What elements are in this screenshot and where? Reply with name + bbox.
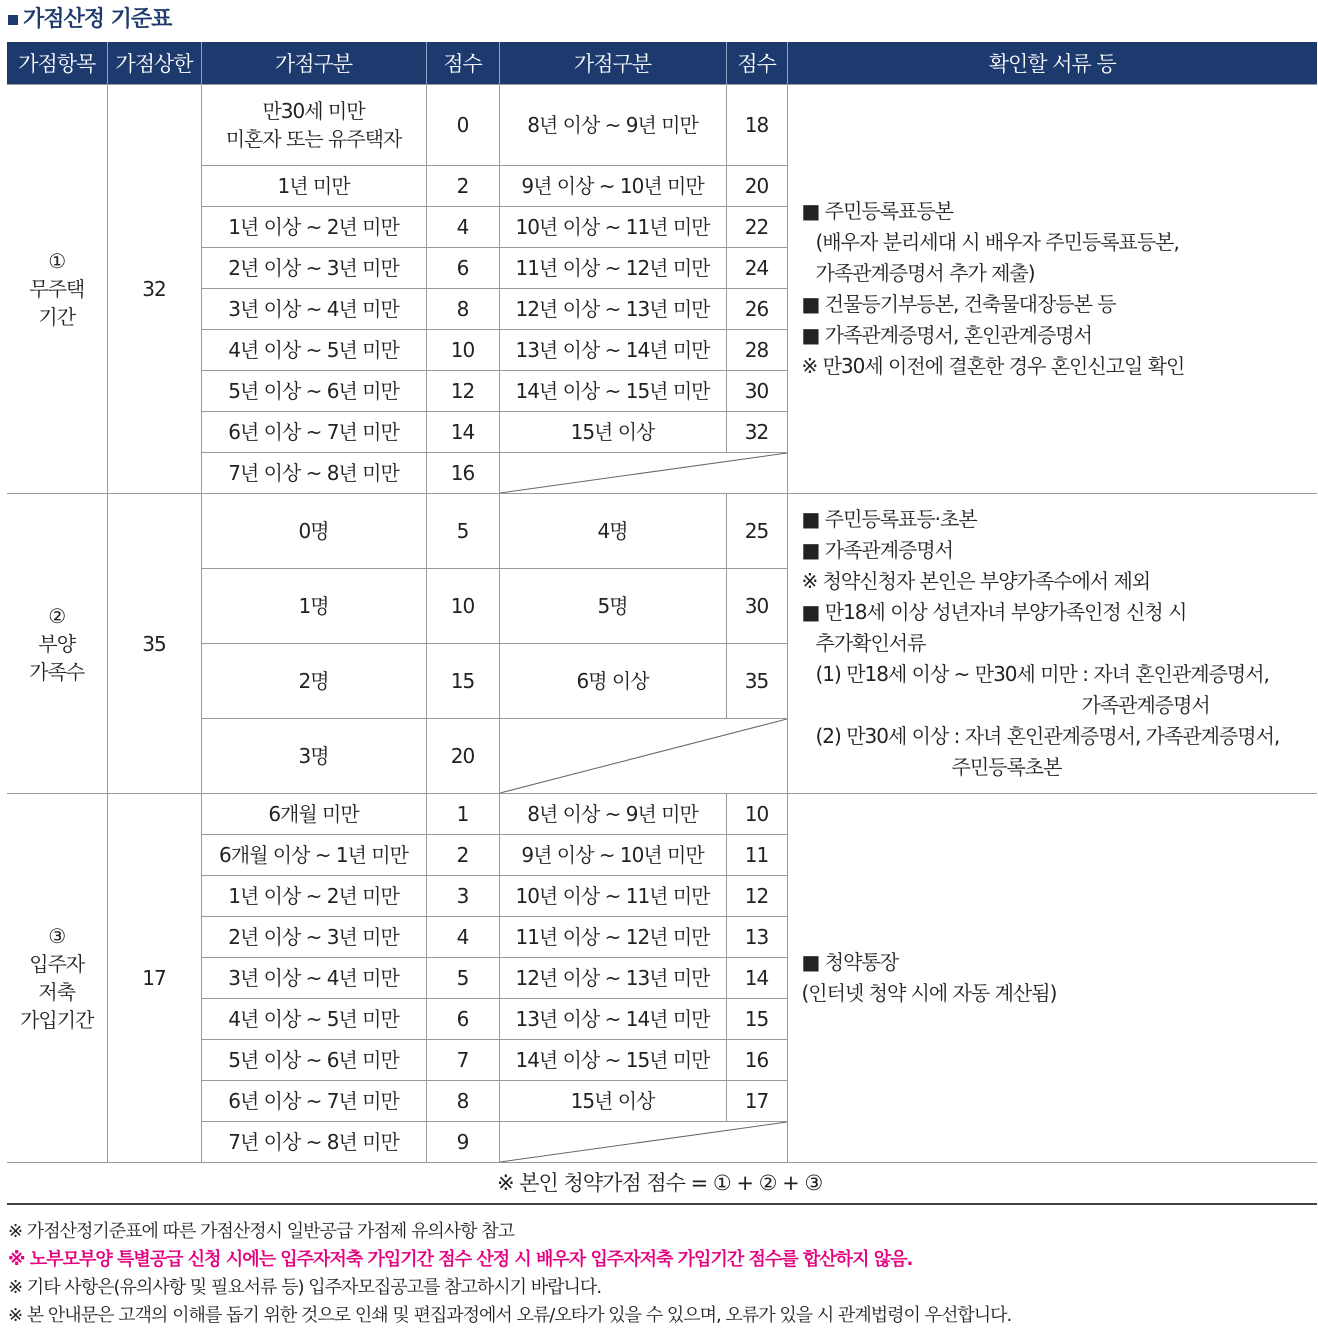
title-text: 가점산정 기준표 (23, 7, 172, 32)
page-title (8, 2, 171, 33)
category-cell: 1명 (201, 569, 426, 644)
documents-cell (787, 494, 1317, 794)
category-cell: 6개월 미만 (201, 794, 426, 835)
item-label: ② (48, 603, 66, 628)
document-line: ■ 건물등기부등본, 건축물대장등본 등 (801, 292, 1116, 316)
item-cell (7, 494, 107, 794)
category-cell: 11년 이상 ~ 12년 미만 (499, 248, 726, 289)
score-cell: 16 (426, 453, 499, 494)
score-cell: 2 (426, 835, 499, 876)
item-label: 저축 (38, 980, 76, 1004)
category-cell: 12년 이상 ~ 13년 미만 (499, 958, 726, 999)
header-documents: 확인할 서류 등 (787, 42, 1317, 85)
item-label: 부양 (38, 631, 76, 656)
category-cell: 4명 (499, 494, 726, 569)
header-category: 가점구분 (201, 42, 426, 85)
document-line: ■ 가족관계증명서, 혼인관계증명서 (801, 323, 1092, 347)
document-line: 가족관계증명서 (1081, 693, 1210, 717)
score-cell: 6 (426, 999, 499, 1040)
score-cell: 5 (426, 494, 499, 569)
note: ※ 가점산정기준표에 따른 가점산정시 일반공급 가점제 유의사항 참고 (8, 1221, 514, 1242)
item-label: ③ (48, 924, 66, 948)
category-cell: 14년 이상 ~ 15년 미만 (499, 1040, 726, 1081)
score-cell: 11 (726, 835, 787, 876)
table-header (7, 42, 1317, 85)
category-cell: 4년 이상 ~ 5년 미만 (201, 999, 426, 1040)
category-cell: 3년 이상 ~ 4년 미만 (201, 289, 426, 330)
category-cell: 10년 이상 ~ 11년 미만 (499, 207, 726, 248)
table-row (7, 794, 1317, 835)
note-highlight: ※ 노부모부양 특별공급 신청 시에는 입주자저축 가입기간 점수 산정 시 배우자 입주자저축 가입기간 점수를 합산하지 않음. (8, 1249, 913, 1270)
total-formula: ※ 본인 청약가점 점수 = ① + ② + ③ (7, 1163, 1317, 1205)
category-cell: 6개월 이상 ~ 1년 미만 (201, 835, 426, 876)
item-cell (7, 794, 107, 1163)
score-cell: 8 (426, 289, 499, 330)
empty-slash-cell (499, 1122, 787, 1163)
item-label: 무주택 (29, 277, 85, 301)
score-cell: 10 (426, 330, 499, 371)
max-score-cell: 35 (107, 494, 201, 794)
item-cell (7, 85, 107, 494)
score-cell: 12 (426, 371, 499, 412)
score-cell: 3 (426, 876, 499, 917)
category-cell: 13년 이상 ~ 14년 미만 (499, 999, 726, 1040)
header-item: 가점항목 (7, 42, 107, 85)
score-cell: 2 (426, 166, 499, 207)
score-cell: 1 (426, 794, 499, 835)
score-criteria-table (7, 42, 1317, 1205)
note: ※ 본 안내문은 고객의 이해를 돕기 위한 것으로 인쇄 및 편집과정에서 오류/오타가 있을 수 있으며, 오류가 있을 시 관계법령이 우선합니다. (8, 1305, 1012, 1326)
header-score-2: 점수 (726, 42, 787, 85)
score-cell: 9 (426, 1122, 499, 1163)
notes (8, 1218, 1011, 1330)
document-line: ■ 주민등록표등·초본 (801, 507, 977, 531)
item-label: ① (48, 249, 66, 273)
bullet-square-icon (8, 15, 18, 25)
category-cell: 13년 이상 ~ 14년 미만 (499, 330, 726, 371)
score-cell: 20 (726, 166, 787, 207)
category-cell: 8년 이상 ~ 9년 미만 (499, 794, 726, 835)
document-line: (1) 만18세 이상 ~ 만30세 미만 : 자녀 혼인관계증명서, (815, 662, 1269, 686)
item-label: 기간 (38, 305, 76, 329)
score-cell: 32 (726, 412, 787, 453)
score-cell: 7 (426, 1040, 499, 1081)
category-cell: 8년 이상 ~ 9년 미만 (499, 85, 726, 166)
score-cell: 30 (726, 371, 787, 412)
empty-slash-cell (499, 453, 787, 494)
score-cell: 18 (726, 85, 787, 166)
document-line: (인터넷 청약 시에 자동 계산됨) (801, 981, 1057, 1005)
score-cell: 26 (726, 289, 787, 330)
score-cell: 0 (426, 85, 499, 166)
score-cell: 5 (426, 958, 499, 999)
document-line: ※ 청약신청자 본인은 부양가족수에서 제외 (801, 569, 1151, 593)
category-cell: 3년 이상 ~ 4년 미만 (201, 958, 426, 999)
category-cell: 5명 (499, 569, 726, 644)
empty-slash-cell (499, 719, 787, 794)
header-category-2: 가점구분 (499, 42, 726, 85)
max-score-cell: 17 (107, 794, 201, 1163)
document-line: 추가확인서류 (815, 631, 926, 655)
document-line: 가족관계증명서 추가 제출) (815, 261, 1035, 285)
category-cell: 5년 이상 ~ 6년 미만 (201, 371, 426, 412)
score-cell: 10 (726, 794, 787, 835)
score-cell: 24 (726, 248, 787, 289)
score-cell: 14 (726, 958, 787, 999)
item-label: 가족수 (29, 659, 85, 684)
score-cell: 4 (426, 917, 499, 958)
table-row (7, 85, 1317, 166)
category-cell: 15년 이상 (499, 412, 726, 453)
category-cell: 1년 이상 ~ 2년 미만 (201, 207, 426, 248)
document-line: (배우자 분리세대 시 배우자 주민등록표등본, (815, 230, 1179, 254)
category-cell: 2년 이상 ~ 3년 미만 (201, 917, 426, 958)
category-cell: 4년 이상 ~ 5년 미만 (201, 330, 426, 371)
category-cell: 2명 (201, 644, 426, 719)
category-cell: 10년 이상 ~ 11년 미만 (499, 876, 726, 917)
score-cell: 17 (726, 1081, 787, 1122)
max-score-cell: 32 (107, 85, 201, 494)
header-score: 점수 (426, 42, 499, 85)
category-cell: 만30세 미만 미혼자 또는 유주택자 (201, 85, 426, 166)
score-cell: 22 (726, 207, 787, 248)
category-cell: 1년 이상 ~ 2년 미만 (201, 876, 426, 917)
score-cell: 16 (726, 1040, 787, 1081)
category-cell: 6명 이상 (499, 644, 726, 719)
score-cell: 28 (726, 330, 787, 371)
category-cell: 7년 이상 ~ 8년 미만 (201, 453, 426, 494)
document-line: ■ 주민등록표등본 (801, 199, 953, 223)
document-line: ※ 만30세 이전에 결혼한 경우 혼인신고일 확인 (801, 354, 1185, 378)
header-max: 가점상한 (107, 42, 201, 85)
score-cell: 12 (726, 876, 787, 917)
category-cell: 3명 (201, 719, 426, 794)
category-cell: 9년 이상 ~ 10년 미만 (499, 835, 726, 876)
document-line: (2) 만30세 이상 : 자녀 혼인관계증명서, 가족관계증명서, (815, 724, 1280, 748)
category-cell: 6년 이상 ~ 7년 미만 (201, 1081, 426, 1122)
note: ※ 기타 사항은(유의사항 및 필요서류 등) 입주자모집공고를 참고하시기 바랍니다. (8, 1277, 602, 1298)
item-label: 입주자 (29, 952, 85, 976)
diagonal-line (500, 1122, 787, 1162)
document-line: ■ 청약통장 (801, 950, 899, 974)
document-line: ■ 만18세 이상 성년자녀 부양가족인정 신청 시 (801, 600, 1187, 624)
category-cell: 11년 이상 ~ 12년 미만 (499, 917, 726, 958)
category-cell: 0명 (201, 494, 426, 569)
score-cell: 20 (426, 719, 499, 794)
score-cell: 6 (426, 248, 499, 289)
score-cell: 25 (726, 494, 787, 569)
documents-cell (787, 85, 1317, 494)
document-line: 주민등록초본 (951, 755, 1062, 779)
category-cell: 15년 이상 (499, 1081, 726, 1122)
category-cell: 12년 이상 ~ 13년 미만 (499, 289, 726, 330)
diagonal-line (500, 453, 787, 493)
documents-cell (787, 794, 1317, 1163)
score-cell: 13 (726, 917, 787, 958)
category-cell: 5년 이상 ~ 6년 미만 (201, 1040, 426, 1081)
category-cell: 6년 이상 ~ 7년 미만 (201, 412, 426, 453)
total-row (7, 1163, 1317, 1205)
category-cell: 14년 이상 ~ 15년 미만 (499, 371, 726, 412)
document-line: ■ 가족관계증명서 (801, 538, 953, 562)
score-cell: 35 (726, 644, 787, 719)
category-cell: 1년 미만 (201, 166, 426, 207)
table-row (7, 494, 1317, 569)
score-cell: 10 (426, 569, 499, 644)
category-cell: 7년 이상 ~ 8년 미만 (201, 1122, 426, 1163)
score-cell: 14 (426, 412, 499, 453)
score-cell: 30 (726, 569, 787, 644)
diagonal-line (500, 719, 787, 793)
score-cell: 8 (426, 1081, 499, 1122)
item-label: 가입기간 (20, 1008, 94, 1032)
score-cell: 15 (426, 644, 499, 719)
score-cell: 4 (426, 207, 499, 248)
category-cell: 2년 이상 ~ 3년 미만 (201, 248, 426, 289)
category-cell: 9년 이상 ~ 10년 미만 (499, 166, 726, 207)
score-cell: 15 (726, 999, 787, 1040)
